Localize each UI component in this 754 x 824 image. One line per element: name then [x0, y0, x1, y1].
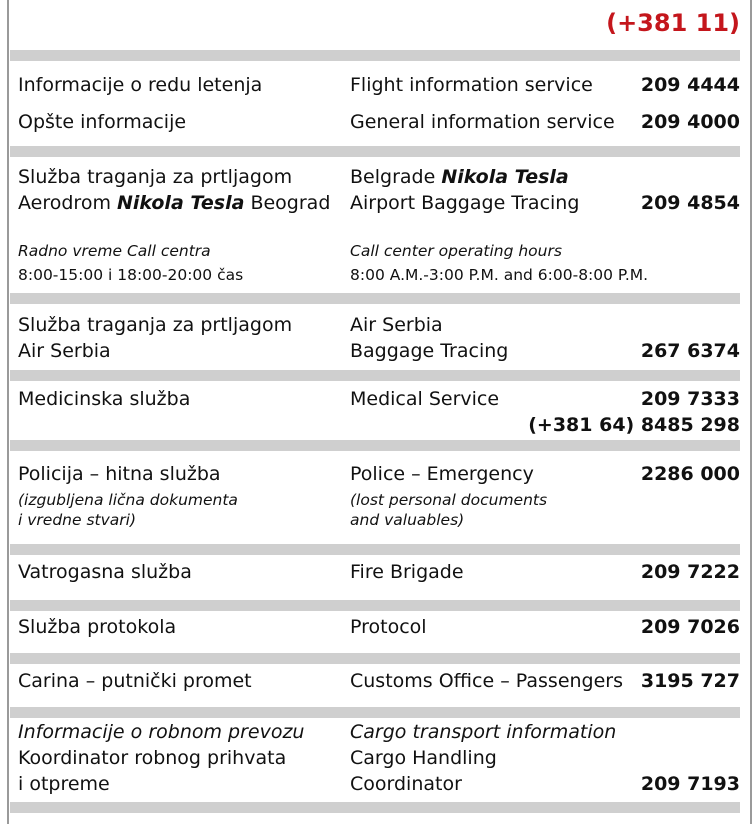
hours-en: 8:00 A.M.-3:00 P.M. and 6:00-8:00 P.M.: [350, 266, 649, 284]
note-sr: (izgubljena lična dokumenta: [18, 491, 238, 509]
phone-number: 3195 727: [640, 670, 740, 692]
service-name-en: Flight information service: [350, 74, 593, 96]
service-name-en: Police – Emergency: [350, 463, 534, 485]
service-name-sr: Medicinska služba: [18, 388, 191, 410]
phone-number: 209 4444: [640, 74, 740, 96]
service-name-en: Air Serbia: [350, 314, 443, 336]
area-code: (+381 11): [606, 9, 740, 37]
service-name-sr: Policija – hitna služba: [18, 463, 221, 485]
service-name-en-line2: Airport Baggage Tracing: [350, 192, 580, 214]
hours-label-en: Call center operating hours: [350, 242, 562, 260]
service-name-en: General information service: [350, 111, 615, 133]
service-name-en: Protocol: [350, 616, 427, 638]
separator: [10, 50, 740, 61]
phone-number: 267 6374: [640, 340, 740, 362]
phone-number: 2286 000: [640, 463, 740, 485]
service-name-en-line2: Baggage Tracing: [350, 340, 509, 362]
service-name-en: Medical Service: [350, 388, 500, 410]
separator: [10, 440, 740, 451]
note-sr-line2: i vredne stvari): [18, 511, 136, 529]
service-name-en: Cargo transport information: [350, 721, 617, 743]
service-name-sr-line2: Air Serbia: [18, 340, 111, 362]
separator: [10, 600, 740, 611]
phone-number: 209 4854: [640, 192, 740, 214]
separator: [10, 544, 740, 555]
service-name-en-line2: Cargo Handling: [350, 747, 497, 769]
note-en-line2: and valuables): [350, 511, 465, 529]
separator: [10, 146, 740, 157]
service-name-sr: Opšte informacije: [18, 111, 187, 133]
phone-number: 209 7222: [640, 561, 740, 583]
phone-number-mobile: (+381 64) 8485 298: [528, 414, 740, 436]
phone-number: 209 7193: [640, 773, 740, 795]
separator: [10, 802, 740, 813]
service-name-en: Customs Office – Passengers: [350, 670, 624, 692]
service-name-sr: Informacije o redu letenja: [18, 74, 263, 96]
service-name-sr: Carina – putnički promet: [18, 670, 252, 692]
phone-number: 209 7333: [640, 388, 740, 410]
service-name-en: Belgrade Nikola Tesla: [350, 166, 569, 188]
service-name-en-line3: Coordinator: [350, 773, 462, 795]
service-name-en: Fire Brigade: [350, 561, 464, 583]
separator: [10, 293, 740, 304]
service-name-sr: Vatrogasna služba: [18, 561, 192, 583]
service-name-sr-line2: Aerodrom Nikola Tesla Beograd: [18, 192, 331, 214]
service-name-sr: Služba protokola: [18, 616, 177, 638]
service-name-sr-line2: Koordinator robnog prihvata: [18, 747, 287, 769]
hours-sr: 8:00-15:00 i 18:00-20:00 čas: [18, 266, 244, 284]
separator: [10, 370, 740, 381]
phone-number: 209 7026: [640, 616, 740, 638]
service-name-sr: Služba traganja za prtljagom: [18, 314, 293, 336]
separator: [10, 653, 740, 664]
hours-label-sr: Radno vreme Call centra: [18, 242, 211, 260]
separator: [10, 707, 740, 718]
note-en: (lost personal documents: [350, 491, 548, 509]
phone-number: 209 4000: [640, 111, 740, 133]
service-name-sr: Služba traganja za prtljagom: [18, 166, 293, 188]
service-name-sr-line3: i otpreme: [18, 773, 110, 795]
service-name-sr: Informacije o robnom prevozu: [18, 721, 305, 743]
